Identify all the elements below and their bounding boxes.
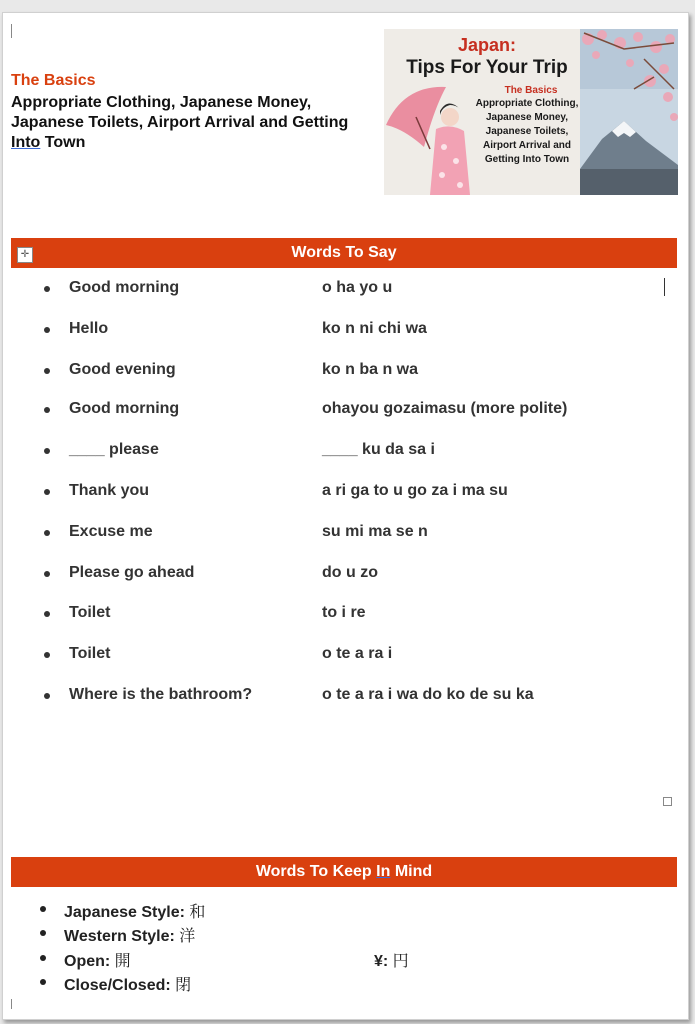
trip-banner-image — [384, 29, 678, 195]
phrase-japanese: a ri ga to u go za i ma su — [322, 482, 508, 499]
banner-japan-title: Japan: — [457, 35, 517, 55]
keep-label: Western Style: — [64, 928, 175, 945]
phrase-japanese: ____ ku da sa i — [322, 441, 435, 458]
margin-marker — [11, 24, 12, 38]
list-item — [40, 399, 660, 421]
keep-label: Japanese Style: — [64, 904, 185, 921]
words-to-say-title: Words To Say — [291, 244, 397, 261]
list-item — [40, 319, 660, 341]
phrase-english: Toilet — [69, 645, 111, 662]
bullet-icon — [44, 327, 50, 333]
keep-label: Open: — [64, 953, 111, 970]
phrase-japanese: to i re — [322, 604, 366, 621]
banner-tips-title: Tips For Your Trip — [406, 57, 568, 78]
bullet-icon — [44, 368, 50, 374]
phrase-japanese: ko n ba n wa — [322, 361, 419, 378]
bullet-icon — [44, 530, 50, 536]
phrase-english: Good morning — [69, 400, 180, 417]
phrase-english: Thank you — [69, 482, 150, 499]
bullet-icon — [40, 906, 46, 912]
list-item — [40, 481, 660, 503]
bullet-icon — [44, 286, 50, 292]
bullet-icon — [44, 571, 50, 577]
phrase-japanese: o te a ra i — [322, 645, 393, 662]
phrase-english: Please go ahead — [69, 564, 195, 581]
phrase-japanese: o te a ra i wa do ko de su ka — [322, 686, 534, 703]
phrase-japanese: o ha yo u — [322, 279, 393, 296]
table-move-handle-icon[interactable]: ✛ — [17, 247, 33, 263]
list-item — [40, 278, 660, 300]
yen-entry — [374, 948, 409, 971]
bullet-icon — [40, 979, 46, 985]
spellcheck-underlined-word: In — [376, 863, 391, 880]
keep-value: 閉 — [170, 977, 192, 994]
bullet-icon — [44, 489, 50, 495]
text-cursor — [664, 278, 665, 296]
phrase-japanese: do u zo — [322, 564, 378, 581]
phrase-english: Excuse me — [69, 523, 153, 540]
yen-value: 円 — [388, 953, 409, 970]
list-item — [40, 440, 660, 462]
list-item — [40, 644, 660, 666]
list-item — [40, 563, 660, 585]
bullet-icon — [44, 407, 50, 413]
keep-value: 開 — [110, 953, 131, 970]
phrase-english: Hello — [69, 320, 109, 337]
phrase-english: ____ please — [69, 441, 159, 458]
banner-description: Appropriate Clothing, Japanese Money, Japanese Toilets, Airport Arrival and Getting Into Town — [475, 98, 579, 165]
words-to-say-header — [11, 238, 677, 268]
margin-marker — [11, 999, 12, 1009]
bullet-icon — [44, 448, 50, 454]
phrase-japanese: ko n ni chi wa — [322, 320, 427, 337]
words-to-keep-in-mind-header — [11, 857, 677, 887]
phrase-english: Good morning — [69, 279, 180, 296]
bullet-icon — [44, 693, 50, 699]
basics-subtitle: Appropriate Clothing, Japanese Money, Japanese Toilets, Airport Arrival and Getting Into Town — [11, 94, 349, 151]
phrase-english: Toilet — [69, 604, 111, 621]
list-item — [40, 360, 660, 382]
bullet-icon — [40, 955, 46, 961]
phrase-japanese: ohayou gozaimasu (more polite) — [322, 400, 568, 417]
keep-value: 洋 — [174, 928, 196, 945]
phrase-english: Where is the bathroom? — [69, 686, 253, 703]
list-item — [40, 685, 660, 707]
bullet-icon — [44, 611, 50, 617]
list-item — [40, 522, 660, 544]
bullet-icon — [44, 652, 50, 658]
basics-title: The Basics — [11, 72, 96, 89]
phrase-japanese: su mi ma se n — [322, 523, 428, 540]
spellcheck-underlined-word: Into — [11, 134, 41, 151]
phrase-english: Good evening — [69, 361, 176, 378]
list-item — [40, 603, 660, 625]
keep-label: Close/Closed: — [64, 977, 171, 994]
table-resize-handle[interactable] — [663, 797, 672, 806]
keep-value: 和 — [184, 904, 206, 921]
banner-basics-label: The Basics — [504, 85, 558, 96]
keep-in-mind-title: Words To Keep In Mind — [255, 863, 433, 880]
yen-label: ¥: — [374, 953, 389, 970]
bullet-icon — [40, 930, 46, 936]
